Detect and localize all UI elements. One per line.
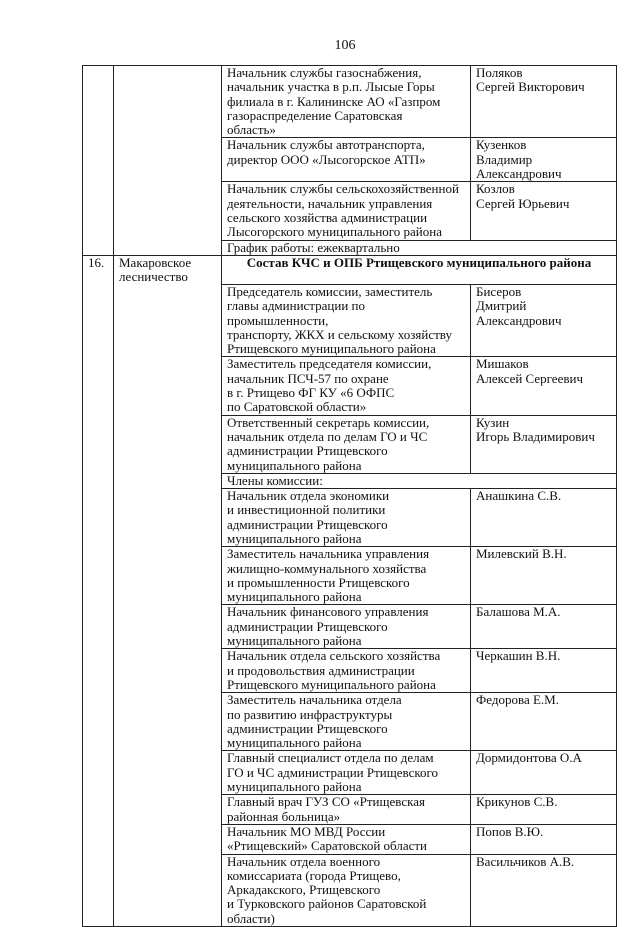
name-cell: Попов В.Ю. xyxy=(471,824,617,854)
name-cell: Черкашин В.Н. xyxy=(471,649,617,693)
name-cell: Бисеров Дмитрий Александрович xyxy=(471,284,617,356)
table-row xyxy=(83,751,617,795)
position-cell: Начальник отдела военного комиссариата (города Ртищево, Аркадакского, Ртищевского и Турковского районов Саратовской области) xyxy=(222,854,471,926)
position-cell: Начальник отдела сельского хозяйства и продовольствия администрации Ртищевского муниципального района xyxy=(222,649,471,693)
location-cell xyxy=(114,415,222,473)
position-cell: Главный врач ГУЗ СО «Ртищевская районная больница» xyxy=(222,795,471,825)
name-cell: Васильчиков А.В. xyxy=(471,854,617,926)
name-cell: Мишаков Алексей Сергеевич xyxy=(471,357,617,415)
table-row xyxy=(83,66,617,138)
table-row xyxy=(83,854,617,926)
number-cell xyxy=(83,284,114,356)
members-label: Члены комиссии: xyxy=(222,473,617,488)
table-row xyxy=(83,182,617,240)
location-cell xyxy=(114,854,222,926)
table-row xyxy=(83,357,617,415)
name-cell: Дормидонтова О.А xyxy=(471,751,617,795)
location-cell xyxy=(114,138,222,182)
name-cell: Анашкина С.В. xyxy=(471,489,617,547)
position-cell: Начальник МО МВД России «Ртищевский» Саратовской области xyxy=(222,824,471,854)
location-cell xyxy=(114,489,222,547)
location-cell xyxy=(114,284,222,356)
table-row xyxy=(83,605,617,649)
number-cell xyxy=(83,751,114,795)
number-cell xyxy=(83,824,114,854)
position-cell: Председатель комиссии, заместитель главы администрации по промышленности, транспорту, ЖКХ и сельскому хозяйству Ртищевского муниципального района xyxy=(222,284,471,356)
name-cell: Федорова Е.М. xyxy=(471,693,617,751)
number-cell xyxy=(83,415,114,473)
location-cell xyxy=(114,824,222,854)
number-cell xyxy=(83,489,114,547)
position-cell: Начальник службы автотранспорта, директор ООО «Лысогорское АТП» xyxy=(222,138,471,182)
position-cell: Начальник финансового управления администрации Ртищевского муниципального района xyxy=(222,605,471,649)
position-cell: Начальник службы сельскохозяйственной деятельности, начальник управления сельского хозяйства администрации Лысогорского муниципального района xyxy=(222,182,471,240)
table-row xyxy=(83,824,617,854)
number-cell xyxy=(83,649,114,693)
members-label-row xyxy=(83,473,617,488)
table-row xyxy=(83,138,617,182)
number-cell xyxy=(83,66,114,138)
table-row xyxy=(83,547,617,605)
number-cell xyxy=(83,240,114,255)
schedule-cell: График работы: ежеквартально xyxy=(222,240,617,255)
name-cell: Козлов Сергей Юрьевич xyxy=(471,182,617,240)
name-cell: Поляков Сергей Викторович xyxy=(471,66,617,138)
section-location: Макаровское лесничество xyxy=(114,255,222,284)
table-row xyxy=(83,415,617,473)
schedule-row xyxy=(83,240,617,255)
position-cell: Заместитель начальника отдела по развитию инфраструктуры администрации Ртищевского муниципального района xyxy=(222,693,471,751)
location-cell xyxy=(114,693,222,751)
location-cell xyxy=(114,66,222,138)
location-cell xyxy=(114,357,222,415)
number-cell xyxy=(83,795,114,825)
location-cell xyxy=(114,605,222,649)
location-cell xyxy=(114,649,222,693)
number-cell xyxy=(83,547,114,605)
number-cell xyxy=(83,357,114,415)
position-cell: Начальник отдела экономики и инвестиционной политики администрации Ртищевского муниципального района xyxy=(222,489,471,547)
location-cell xyxy=(114,240,222,255)
table-row xyxy=(83,284,617,356)
table-row xyxy=(83,649,617,693)
number-cell xyxy=(83,605,114,649)
section-title: Состав КЧС и ОПБ Ртищевского муниципального района xyxy=(222,255,617,284)
position-cell: Заместитель председателя комиссии, начальник ПСЧ-57 по охране в г. Ртищево ФГ КУ «6 ОФПС по Саратовской области» xyxy=(222,357,471,415)
number-cell xyxy=(83,693,114,751)
name-cell: Кузенков Владимир Александрович xyxy=(471,138,617,182)
location-cell xyxy=(114,751,222,795)
number-cell xyxy=(83,138,114,182)
number-cell xyxy=(83,182,114,240)
name-cell: Крикунов С.В. xyxy=(471,795,617,825)
table-row xyxy=(83,795,617,825)
location-cell xyxy=(114,795,222,825)
position-cell: Главный специалист отдела по делам ГО и ЧС администрации Ртищевского муниципального района xyxy=(222,751,471,795)
position-cell: Ответственный секретарь комиссии, начальник отдела по делам ГО и ЧС администрации Ртищевского муниципального района xyxy=(222,415,471,473)
commission-table xyxy=(82,65,617,927)
table-row xyxy=(83,489,617,547)
position-cell: Начальник службы газоснабжения, начальник участка в р.п. Лысые Горы филиала в г. Калининске АО «Газпром газораспределение Саратовская область» xyxy=(222,66,471,138)
section-header-row xyxy=(83,255,617,284)
name-cell: Милевский В.Н. xyxy=(471,547,617,605)
position-cell: Заместитель начальника управления жилищно-коммунального хозяйства и промышленности Ртищевского муниципального района xyxy=(222,547,471,605)
name-cell: Балашова М.А. xyxy=(471,605,617,649)
location-cell xyxy=(114,473,222,488)
page-number: 106 xyxy=(334,38,356,53)
location-cell xyxy=(114,182,222,240)
table-row xyxy=(83,693,617,751)
name-cell: Кузин Игорь Владимирович xyxy=(471,415,617,473)
location-cell xyxy=(114,547,222,605)
number-cell xyxy=(83,473,114,488)
section-number: 16. xyxy=(83,255,114,284)
number-cell xyxy=(83,854,114,926)
